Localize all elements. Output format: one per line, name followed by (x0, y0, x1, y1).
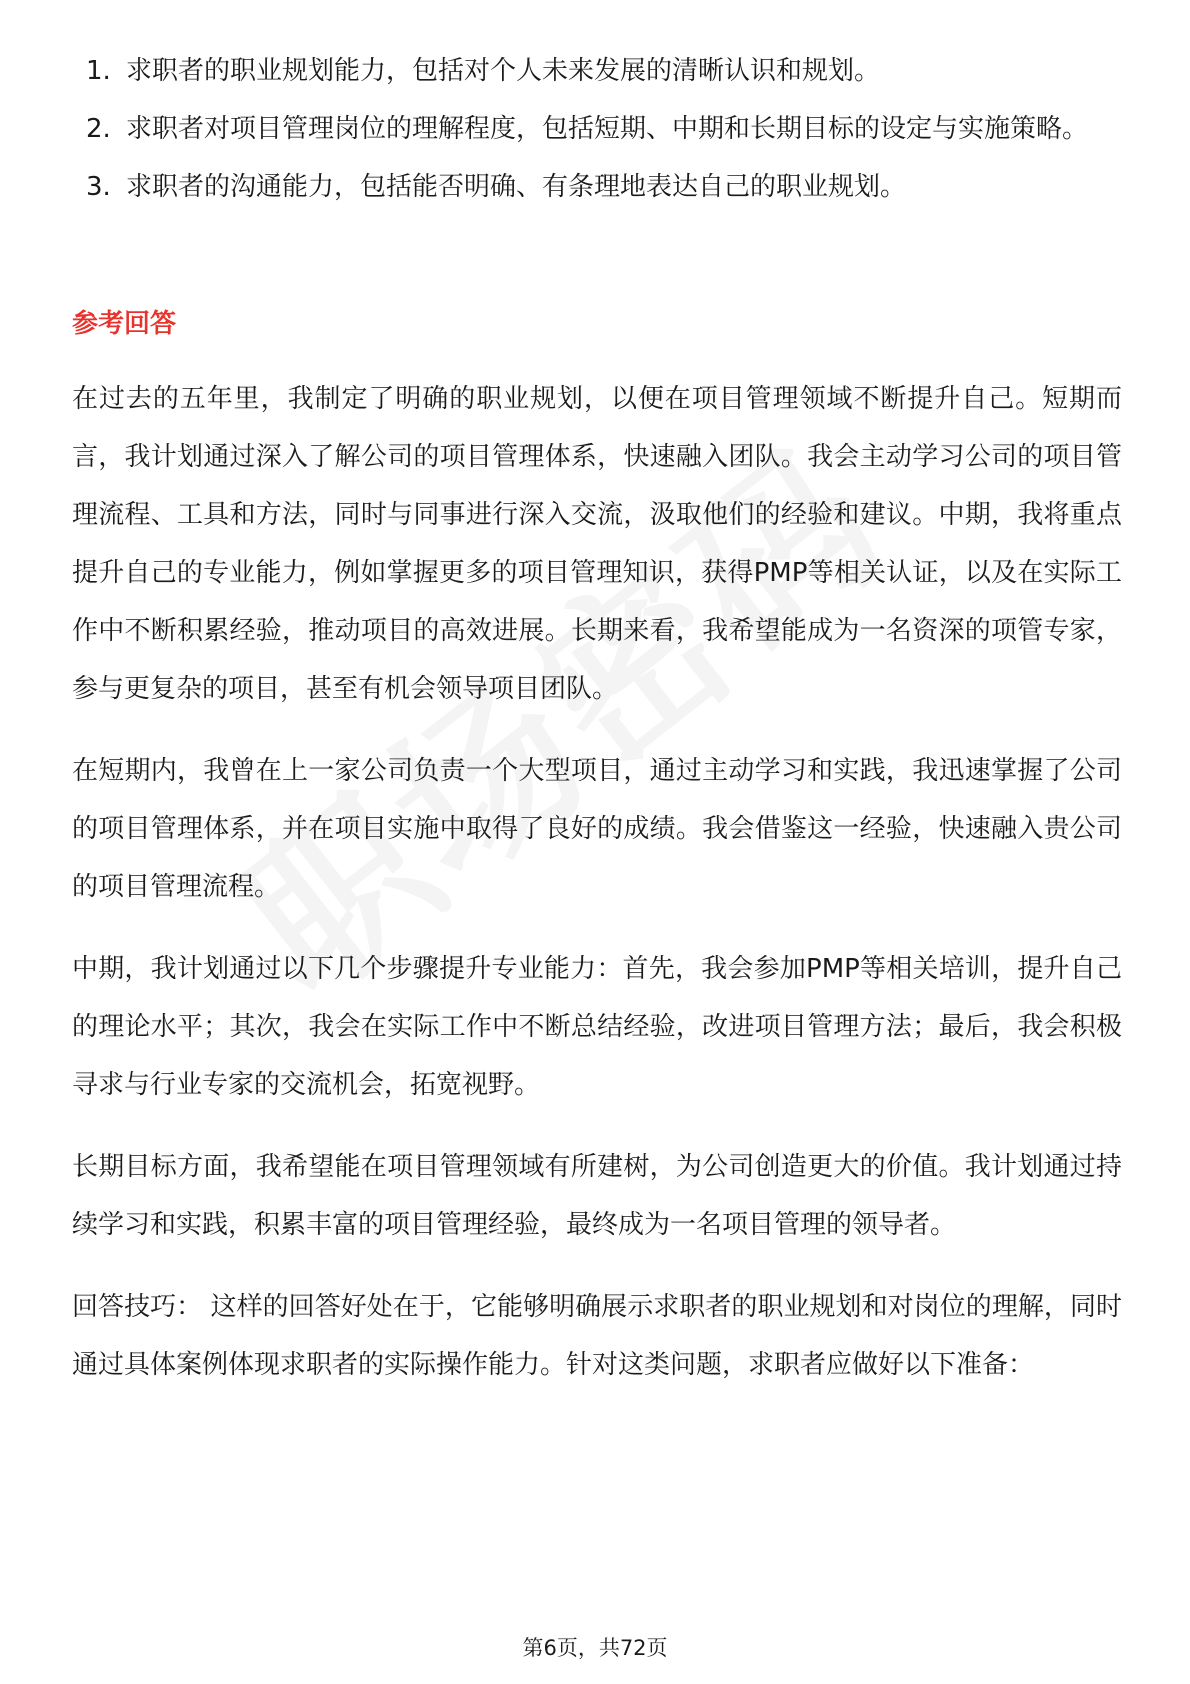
list-item-number: 1. (86, 56, 111, 86)
paragraph: 回答技巧： 这样的回答好处在于，它能够明确展示求职者的职业规划和对岗位的理解，同时通过具体案例体现求职者的实际操作能力。针对这类问题，求职者应做好以下准备： (72, 1292, 1122, 1380)
section-title: 参考回答 (72, 309, 177, 339)
list-item (72, 100, 1132, 158)
list-item-number: 2. (86, 114, 111, 144)
list-item (72, 158, 1132, 216)
list-item-number: 3. (86, 172, 111, 202)
page-number-footer: 第6页，共72页 (522, 1636, 668, 1660)
answer-content (72, 370, 1122, 1418)
paragraph: 长期目标方面，我希望能在项目管理领域有所建树，为公司创造更大的价值。我计划通过持续学习和实践，积累丰富的项目管理经验，最终成为一名项目管理的领导者。 (72, 1152, 1122, 1240)
paragraph: 在过去的五年里，我制定了明确的职业规划，以便在项目管理领域不断提升自己。短期而言，我计划通过深入了解公司的项目管理体系，快速融入团队。我会主动学习公司的项目管理流程、工具和方法，同时与同事进行深入交流，汲取他们的经验和建议。中期，我将重点提升自己的专业能力，例如掌握更多的项目管理知识，获得PMP等相关认证，以及在实际工作中不断积累经验，推动项目的高效进展。长期来看，我希望能成为一名资深的项管专家，参与更复杂的项目，甚至有机会领导项目团队。 (72, 384, 1122, 704)
list-item-text: 求职者对项目管理岗位的理解程度，包括短期、中期和长期目标的设定与实施策略。 (126, 114, 1089, 144)
list-item-text: 求职者的职业规划能力，包括对个人未来发展的清晰认识和规划。 (126, 56, 881, 86)
criteria-list (72, 42, 1132, 216)
list-item-text: 求职者的沟通能力，包括能否明确、有条理地表达自己的职业规划。 (126, 172, 907, 202)
paragraph: 中期，我计划通过以下几个步骤提升专业能力：首先，我会参加PMP等相关培训，提升自己的理论水平；其次，我会在实际工作中不断总结经验，改进项目管理方法；最后，我会积极寻求与行业专家的交流机会，拓宽视野。 (72, 954, 1122, 1100)
paragraph: 在短期内，我曾在上一家公司负责一个大型项目，通过主动学习和实践，我迅速掌握了公司的项目管理体系，并在项目实施中取得了良好的成绩。我会借鉴这一经验，快速融入贵公司的项目管理流程。 (72, 756, 1122, 902)
list-item (72, 42, 1132, 100)
